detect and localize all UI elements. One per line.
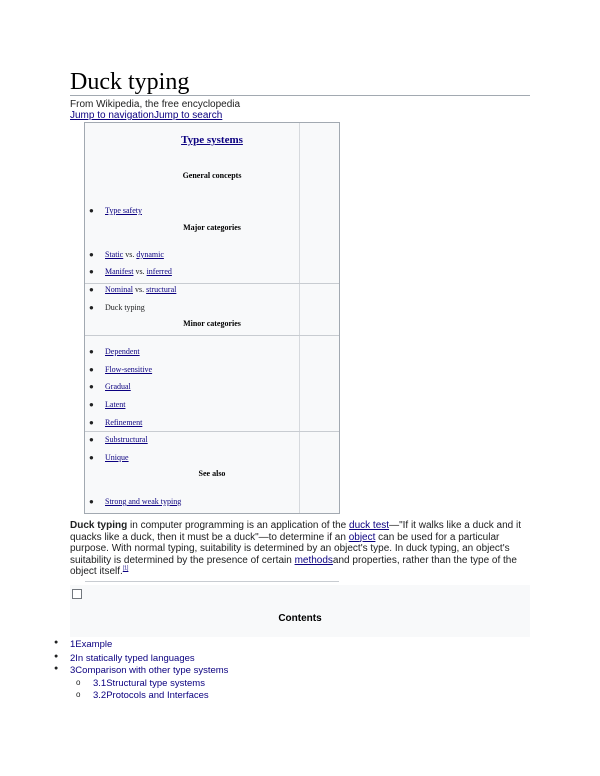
bullet-icon: ● <box>89 250 94 259</box>
bullet-icon: ● <box>54 653 59 660</box>
lead-text: —"If it walks like a duck and it quacks like a duck, then it must be a duck"—to determine if an <box>70 520 521 543</box>
infobox-link[interactable]: Substructural <box>105 435 148 444</box>
infobox-separator <box>85 431 339 432</box>
jump-to-search-link[interactable]: Jump to search <box>153 110 223 121</box>
infobox-list-item <box>89 206 142 215</box>
bullet-icon: ● <box>89 435 94 444</box>
bullet-icon: ● <box>54 639 59 646</box>
lead-text: in computer programming is an application of the <box>127 520 350 531</box>
infobox-section-heading: General concepts <box>182 171 242 180</box>
infobox-link[interactable]: Latent <box>105 400 126 409</box>
infobox-list-item <box>89 303 145 312</box>
lead-paragraph <box>70 520 530 578</box>
infobox-title-link[interactable]: Type systems <box>181 134 243 146</box>
lead-text: and properties, rather than the type of the object itself. <box>70 554 517 577</box>
infobox-separator <box>85 283 339 284</box>
bullet-icon: ● <box>89 497 94 506</box>
infobox-link[interactable]: structural <box>146 285 177 294</box>
bullet-icon: ● <box>89 400 94 409</box>
toc-entry[interactable] <box>54 639 113 650</box>
bullet-icon: o <box>76 678 81 687</box>
toc-label[interactable]: Comparison with other type systems <box>75 665 229 676</box>
toc-toggle-checkbox[interactable] <box>72 589 82 599</box>
lead-term: Duck typing <box>70 520 128 531</box>
infobox-text: vs. <box>133 285 147 294</box>
toc-number: 1 <box>70 639 76 650</box>
toc-label[interactable]: Protocols and Interfaces <box>106 690 209 701</box>
type-systems-infobox <box>84 122 340 514</box>
infobox-list-item <box>89 497 182 506</box>
bullet-icon: ● <box>89 206 94 215</box>
infobox-link[interactable]: Static <box>105 250 124 259</box>
site-tagline: From Wikipedia, the free encyclopedia <box>70 99 241 110</box>
infobox-column-divider <box>299 123 300 513</box>
toc-label[interactable]: Example <box>75 639 113 650</box>
infobox-link[interactable]: Manifest <box>105 267 134 276</box>
bullet-icon: ● <box>89 267 94 276</box>
infobox-link[interactable]: Unique <box>105 453 129 462</box>
jump-to-navigation-link[interactable]: Jump to navigation <box>70 110 154 121</box>
bullet-icon: ● <box>89 285 94 294</box>
infobox-link[interactable]: Nominal <box>105 285 133 294</box>
infobox-text: Duck typing <box>105 303 145 312</box>
toc-entry[interactable] <box>54 653 195 664</box>
reference-1-link[interactable]: [1] <box>122 565 129 572</box>
infobox-link[interactable]: inferred <box>146 267 172 276</box>
bullet-icon: ● <box>89 365 94 374</box>
infobox-list-item <box>89 435 148 444</box>
bullet-icon: ● <box>89 453 94 462</box>
infobox-list-item <box>89 250 164 259</box>
object-link[interactable]: object <box>348 531 376 543</box>
lead-text: can be used for a particular purpose. With normal typing, suitability is determined by an object's type. In duck typing, an object's suitability is determined by the presence of certain <box>70 531 510 566</box>
infobox-link[interactable]: Dependent <box>105 347 140 356</box>
toc-entry[interactable] <box>54 665 229 676</box>
infobox-link[interactable]: dynamic <box>136 250 164 259</box>
toc-entry[interactable] <box>76 690 209 701</box>
toc-number: 2 <box>70 653 76 664</box>
infobox-list-item <box>89 285 177 294</box>
bullet-icon: ● <box>89 303 94 312</box>
infobox-list-item <box>89 453 129 462</box>
infobox-link[interactable]: Flow-sensitive <box>105 365 153 374</box>
jump-links <box>70 110 222 121</box>
infobox-title <box>85 134 339 146</box>
infobox-link[interactable]: Strong and weak typing <box>105 497 182 506</box>
bullet-icon: ● <box>89 418 94 427</box>
infobox-link[interactable]: Type safety <box>105 206 142 215</box>
infobox-link[interactable]: Refinement <box>105 418 143 427</box>
bullet-icon: ● <box>89 382 94 391</box>
infobox-text: vs. <box>133 267 147 276</box>
infobox-text: vs. <box>123 250 137 259</box>
toc-number: 3 <box>70 665 76 676</box>
infobox-list-item <box>89 400 126 409</box>
infobox-section-heading: Minor categories <box>183 319 241 328</box>
methods-link[interactable]: methods <box>294 554 333 566</box>
infobox-link[interactable]: Gradual <box>105 382 131 391</box>
infobox-list-item <box>89 418 143 427</box>
infobox-list-item <box>89 382 131 391</box>
infobox-section-heading: See also <box>198 469 226 478</box>
duck-test-link[interactable]: duck test <box>349 520 390 531</box>
bullet-icon: o <box>76 690 81 699</box>
toc-label[interactable]: In statically typed languages <box>75 653 195 664</box>
title-divider <box>70 95 530 96</box>
toc-label[interactable]: Structural type systems <box>106 678 205 689</box>
toc-number: 3.2 <box>93 690 107 701</box>
infobox-separator <box>85 335 339 336</box>
infobox-section-heading: Major categories <box>183 223 241 232</box>
infobox-list-item <box>89 267 172 276</box>
toc-title: Contents <box>278 613 322 624</box>
toc-number: 3.1 <box>93 678 107 689</box>
table-of-contents <box>70 585 530 637</box>
infobox-list-item <box>89 365 153 374</box>
page-title: Duck typing <box>70 69 190 95</box>
bullet-icon: ● <box>54 665 59 672</box>
infobox-separator <box>85 581 339 582</box>
toc-entry[interactable] <box>76 678 205 689</box>
infobox-list-item <box>89 347 140 356</box>
bullet-icon: ● <box>89 347 94 356</box>
